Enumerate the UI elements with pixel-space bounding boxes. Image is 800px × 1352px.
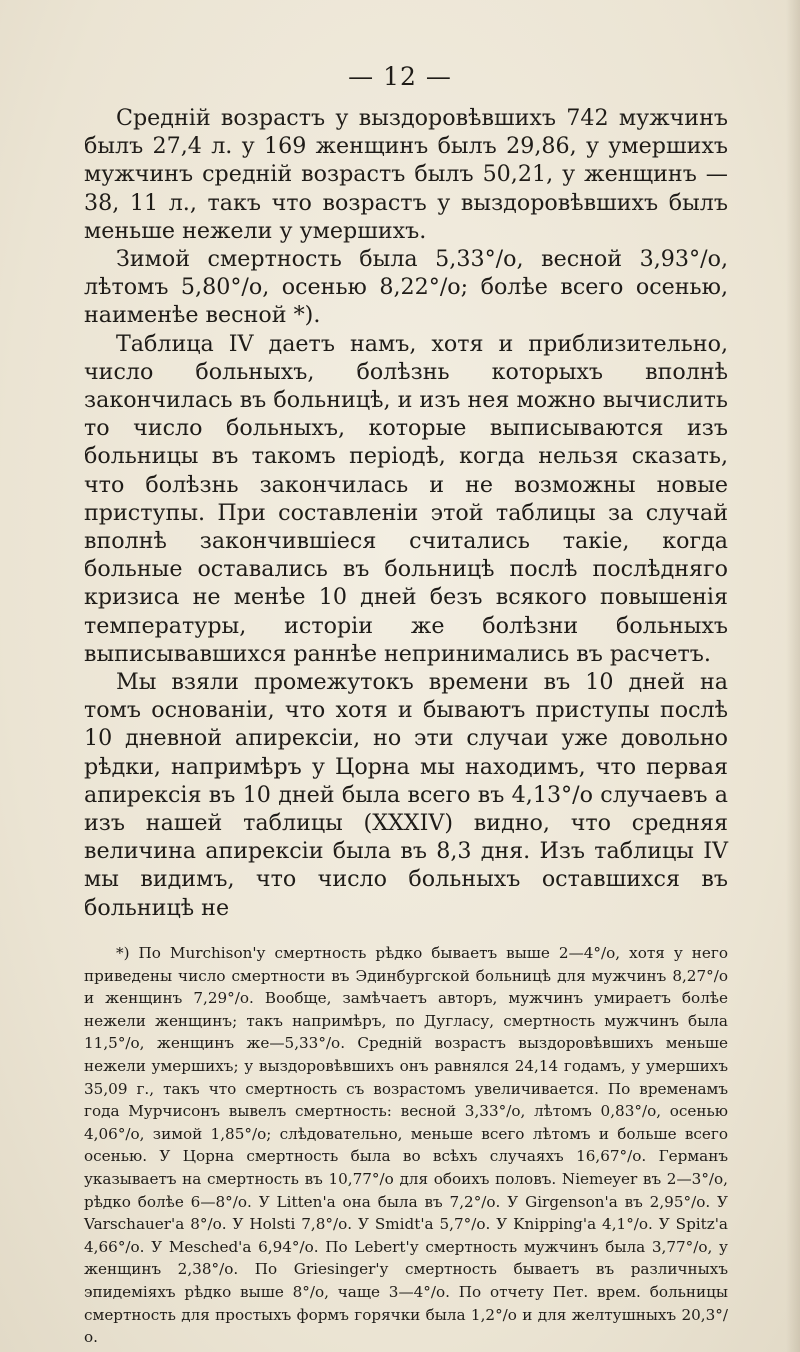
page-edge-shadow — [786, 0, 800, 1352]
paragraph-seasonal-mortality: Зимой смертность была 5,33°/о, весной 3,93°/о, лѣтомъ 5,80°/о, осенью 8,22°/о; болѣе всего осенью, наименѣе весной *). — [84, 246, 728, 329]
page-number: — 12 — — [348, 62, 452, 91]
footnote-block — [84, 942, 728, 1349]
paragraph-apyrexia: Мы взяли промежутокъ времени въ 10 дней на томъ основанiи, что хотя и бываютъ приступы послѣ 10 дневной апирексiи, но эти случаи уже довольно рѣдки, напримѣръ у Цорна мы находимъ, что первая апирексiя въ 10 дней была всего въ 4,13°/о случаевъ а изъ нашей таблицы (XXXIV) видно, что средняя величина апирексiи была въ 8,3 дня. Изъ таблицы IV мы видимъ, что число больныхъ оставшихся въ больницѣ не — [84, 669, 728, 921]
paragraph-table-iv: Таблица IV даетъ намъ, хотя и приблизительно, число больныхъ, болѣзнь которыхъ вполнѣ закончилась въ больницѣ, и изъ нея можно вычислить то число больныхъ, которые выписываются изъ больницы въ такомъ перiодѣ, когда нельзя сказать, что болѣзнь закончилась и не возможны новые приступы. При составленiи этой таблицы за случай вполнѣ закончившiеся считались такiе, когда больные оставались въ больницѣ послѣ послѣдняго кризиса не менѣе 10 дней безъ всякого повышенiя температуры, исторiи же болѣзни больныхъ выписывавшихся раннѣе непринимались въ расчетъ. — [84, 330, 728, 667]
paragraph-age: Среднiй возрастъ у выздоровѣвшихъ 742 мужчинъ былъ 27,4 л. у 169 женщинъ былъ 29,86, у умершихъ мужчинъ среднiй возрастъ былъ 50,21, у женщинъ — 38, 11 л., такъ что возрастъ у выздоровѣвшихъ былъ меньше нежели у умершихъ. — [84, 105, 728, 244]
main-text — [84, 104, 728, 922]
footnote: *) По Murchison'у смертность рѣдко бываетъ выше 2—4°/о, хотя у него приведены число смертности въ Эдинбургской больницѣ для мужчинъ 8,27°/о и женщинъ 7,29°/о. Вообще, замѣчаетъ авторъ, мужчинъ умираетъ болѣе нежели женщинъ; такъ напримѣръ, по Дугласу, смертность мужчинъ была 11,5°/о, женщинъ же—5,33°/о. Среднiй возрастъ выздоровѣвшихъ меньше нежели умершихъ; у выздоровѣвшихъ онъ равнялся 24,14 годамъ, у умершихъ 35,09 г., такъ что смертность съ возрастомъ увеличивается. По временамъ года Мурчисонъ вывелъ смертность: весной 3,33°/о, лѣтомъ 0,83°/о, осенью 4,06°/о, зимой 1,85°/о; слѣдовательно, меньше всего лѣтомъ и больше всего осенью. У Цорна смертность была во всѣхъ случаяхъ 16,67°/о. Германъ указываетъ на смертность въ 10,77°/о для обоихъ половъ. Niemeyer въ 2—3°/о, рѣдко болѣе 6—8°/о. У Litten'а она была въ 7,2°/о. У Girgenson'а въ 2,95°/о. У Varschauer'а 8°/о. У Holsti 7,8°/о. У Smidt'а 5,7°/о. У Knipping'а 4,1°/о. У Spitz'а 4,66°/о. У Mesched'а 6,94°/о. По Lebert'у смертность мужчинъ была 3,77°/о, у женщинъ 2,38°/о. По Griesinger'у смертность бываетъ въ различныхъ эпидемiяхъ рѣдко выше 8°/о, чаще 3—4°/о. По отчету Пет. врем. больницы смертность для простыхъ формъ горячки была 1,2°/о и для желтушныхъ 20,3°/о. — [84, 944, 728, 1347]
